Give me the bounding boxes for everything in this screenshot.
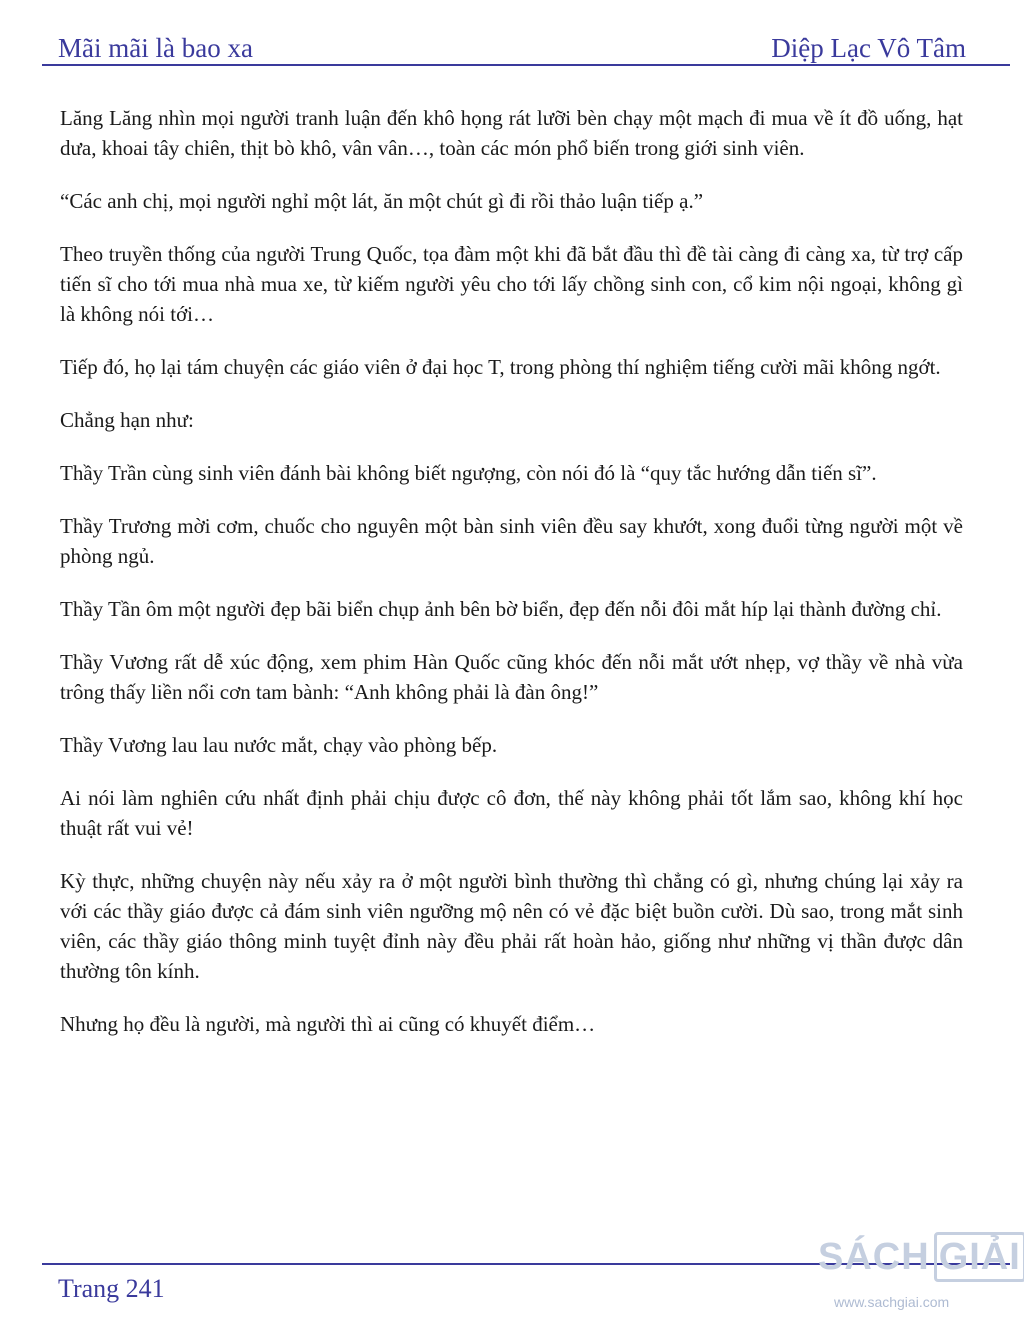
paragraph: Thầy Trần cùng sinh viên đánh bài không biết ngượng, còn nói đó là “quy tắc hướng dẫn tiến sĩ”. [60,461,877,485]
paragraph: Lăng Lăng nhìn mọi người tranh luận đến khô họng rát lưỡi bèn chạy một mạch đi mua về ít đồ uống, hạt dưa, khoai tây chiên, thịt bò khô, vân vân…, toàn các món phổ biến trong giới sinh viên. [60,106,963,160]
paragraph: Ai nói làm nghiên cứu nhất định phải chịu được cô đơn, thế này không phải tốt lắm sao, không khí học thuật rất vui vẻ! [60,786,963,840]
paragraph: Theo truyền thống của người Trung Quốc, tọa đàm một khi đã bắt đầu thì đề tài càng đi càng xa, từ trợ cấp tiến sĩ cho tới mua nhà mua xe, từ kiếm người yêu cho tới lấy chồng sinh con, cổ kim nội ngoại, không gì là không nói tới… [60,242,963,326]
paragraph: “Các anh chị, mọi người nghỉ một lát, ăn một chút gì đi rồi thảo luận tiếp ạ.” [60,189,704,213]
watermark-logo-text [818,1232,1024,1282]
paragraph: Thầy Vương rất dễ xúc động, xem phim Hàn Quốc cũng khóc đến nỗi mắt ướt nhẹp, vợ thầy về nhà vừa trông thấy liền nổi cơn tam bành: “Anh không phải là đàn ông!” [60,650,963,704]
page-header [58,24,966,64]
paragraph: Thầy Trương mời cơm, chuốc cho nguyên một bàn sinh viên đều say khướt, xong đuổi từng người một về phòng ngủ. [60,514,963,568]
author-name: Diệp Lạc Vô Tâm [771,33,966,63]
header-rule [42,64,1010,66]
paragraph: Thầy Tần ôm một người đẹp bãi biển chụp ảnh bên bờ biển, đẹp đến nỗi đôi mắt híp lại thành đường chỉ. [60,597,942,621]
page-number: Trang 241 [58,1274,165,1303]
watermark-logo-boxed: GIẢI [934,1232,1024,1282]
paragraph: Kỳ thực, những chuyện này nếu xảy ra ở một người bình thường thì chẳng có gì, nhưng chúng lại xảy ra với các thầy giáo được cả đám sinh viên ngưỡng mộ nên có vẻ đặc biệt buồn cười. Dù sao, trong mắt sinh viên, các thầy giáo thông minh tuyệt đỉnh này đều phải rất hoàn hảo, giống như những vị thần được dân thường tôn kính. [60,869,963,983]
paragraph: Nhưng họ đều là người, mà người thì ai cũng có khuyết điểm… [60,1012,596,1036]
watermark-logo [818,1232,1024,1322]
paragraph: Chẳng hạn như: [60,408,194,432]
watermark-logo-left: SÁCH [818,1235,930,1278]
paragraph: Tiếp đó, họ lại tám chuyện các giáo viên ở đại học T, trong phòng thí nghiệm tiếng cười mãi không ngớt. [60,355,941,379]
watermark-url: www.sachgiai.com [834,1294,950,1310]
page-body [60,103,963,1062]
paragraph: Thầy Vương lau lau nước mắt, chạy vào phòng bếp. [60,733,498,757]
book-title: Mãi mãi là bao xa [58,33,253,63]
